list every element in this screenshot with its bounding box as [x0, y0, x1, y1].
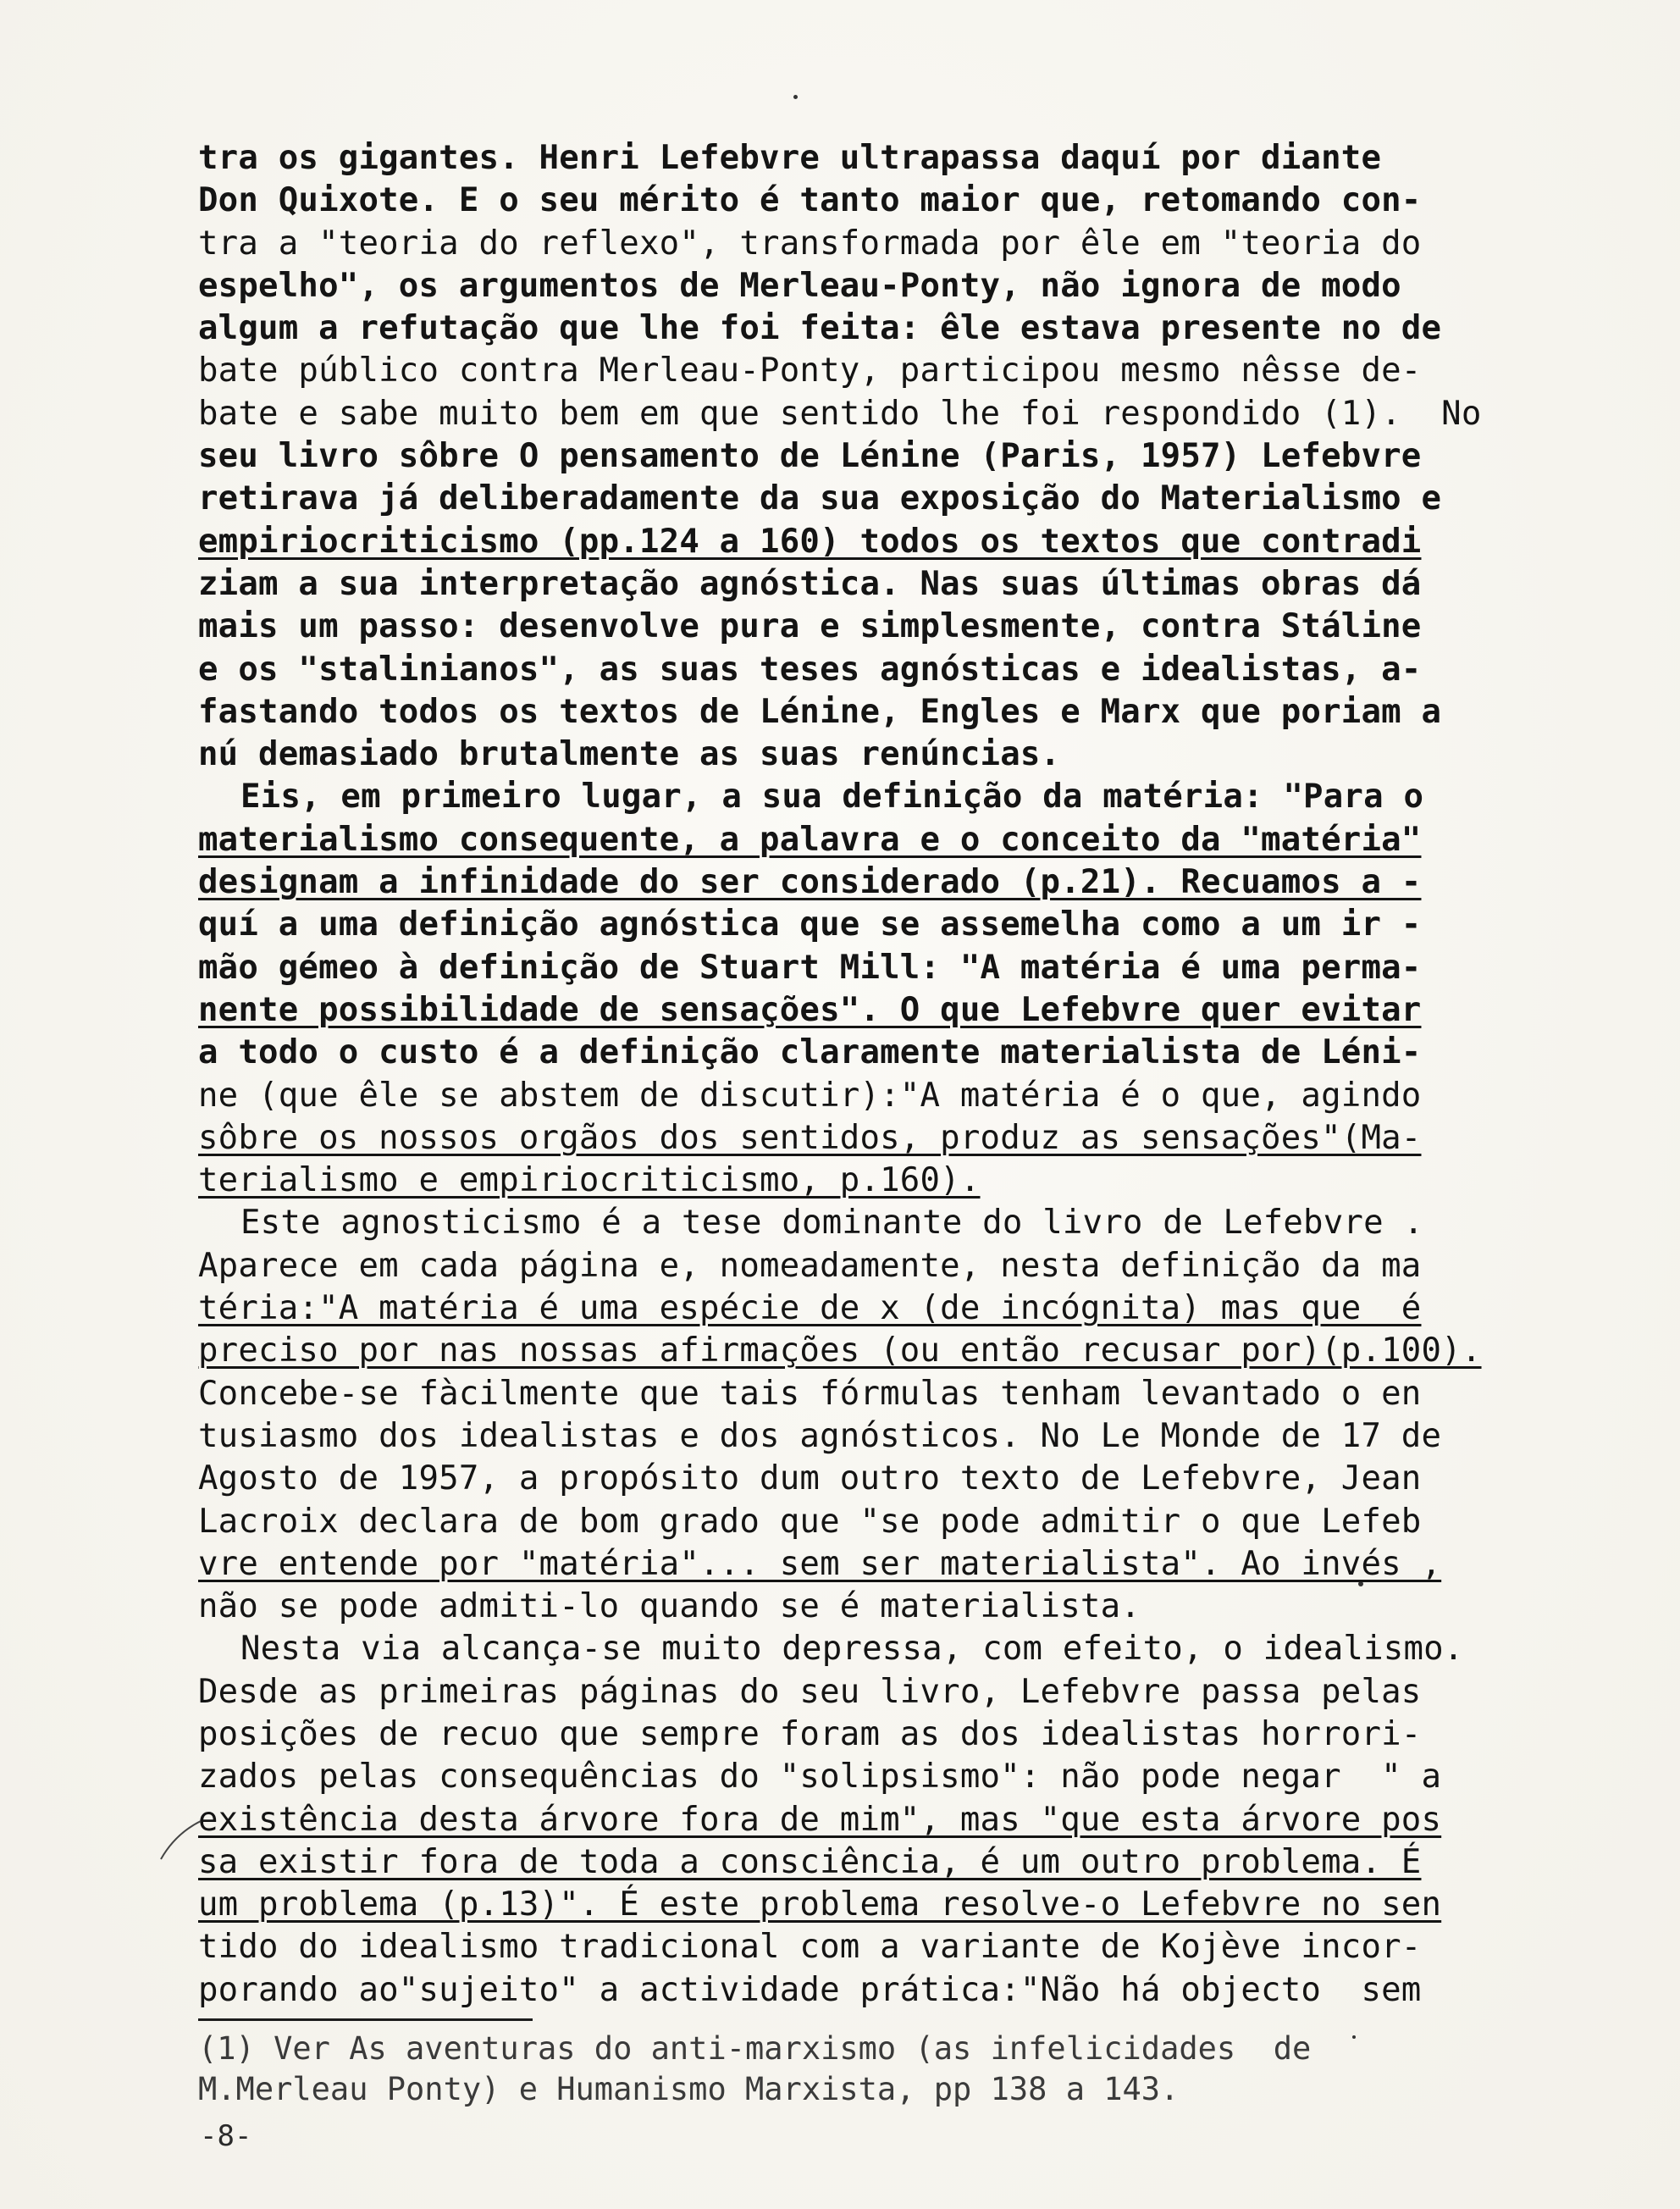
text-line: fastando todos os textos de Lénine, Engles e Marx que poriam a [198, 692, 1442, 731]
footnote-line: M.Merleau Ponty) e Humanismo Marxista, pp 138 a 143. [198, 2071, 1180, 2107]
text-line: ne (que êle se abstem de discutir):"A matéria é o que, agindo [198, 1076, 1422, 1115]
body-text [198, 137, 1570, 2012]
text-line: bate público contra Merleau-Ponty, participou mesmo nêsse de- [198, 352, 1422, 390]
text-line: um problema (p.13)". É este problema resolve-o Lefebvre no sen [198, 1885, 1442, 1924]
text-line: sôbre os nossos orgãos dos sentidos, produz as sensações"(Ma- [198, 1118, 1422, 1157]
text-line: Agosto de 1957, a propósito dum outro texto de Lefebvre, Jean [198, 1459, 1422, 1498]
text-line: designam a infinidade do ser considerado (p.21). Recuamos a - [198, 863, 1422, 902]
text-line: Este agnosticismo é a tese dominante do livro de Lefebvre . [240, 1204, 1424, 1243]
text-line: tusiasmo dos idealistas e dos agnósticos. No Le Monde de 17 de [198, 1416, 1442, 1455]
text-line: bate e sabe muito bem em que sentido lhe foi respondido (1). No [198, 394, 1482, 433]
text-line: algum a refutação que lhe foi feita: êle estava presente no de [198, 309, 1442, 348]
text-line: existência desta árvore fora de mim", mas "que esta árvore pos [198, 1800, 1442, 1839]
text-line: Eis, em primeiro lugar, a sua definição da matéria: "Para o [240, 778, 1424, 817]
text-line: zados pelas consequências do "solipsismo": não pode negar " a [198, 1758, 1442, 1797]
text-line: nente possibilidade de sensações". O que Lefebvre quer evitar [198, 990, 1422, 1029]
text-line: Desde as primeiras páginas do seu livro, Lefebvre passa pelas [198, 1672, 1422, 1711]
margin-pencil-mark [154, 1813, 205, 1863]
text-line: e os "stalinianos", as suas teses agnósticas e idealistas, a- [198, 650, 1422, 689]
text-line: terialismo e empiriocriticismo, p.160). [198, 1161, 981, 1200]
text-line: tra os gigantes. Henri Lefebvre ultrapassa daquí por diante [198, 139, 1382, 177]
text-line: Aparece em cada página e, nomeadamente, nesta definição da ma [198, 1246, 1422, 1285]
footnote-divider [198, 2018, 533, 2021]
text-line: sa existir fora de toda a consciência, é um outro problema. É [198, 1842, 1422, 1881]
text-line: posições de recuo que sempre foram as dos idealistas horrori- [198, 1714, 1422, 1753]
text-line: mão gémeo à definição de Stuart Mill: "A matéria é uma perma- [198, 948, 1422, 987]
text-line: preciso por nas nossas afirmações (ou então recusar por)(p.100). [198, 1331, 1482, 1370]
text-line: espelho", os argumentos de Merleau-Ponty, não ignora de modo [198, 266, 1401, 305]
text-line: tra a "teoria do reflexo", transformada por êle em "teoria do [198, 224, 1422, 263]
text-line: empiriocriticismo (pp.124 a 160) todos os textos que contradi [198, 522, 1422, 561]
page-number: -8- [200, 2119, 252, 2153]
text-line: téria:"A matéria é uma espécie de x (de incógnita) mas que é [198, 1289, 1422, 1328]
footnote-line: (1) Ver As aventuras do anti-marxismo (as infelicidades de [198, 2030, 1312, 2067]
footnote [198, 2029, 1570, 2110]
text-line: porando ao"sujeito" a actividade prática:"Não há objecto sem [198, 1970, 1422, 2009]
text-line: Concebe-se fàcilmente que tais fórmulas tenham levantado o en [198, 1374, 1422, 1413]
text-line: não se pode admiti-lo quando se é materialista. [198, 1587, 1141, 1626]
ink-speck [793, 95, 798, 99]
text-line: tido do idealismo tradicional com a variante de Kojève incor- [198, 1928, 1422, 1967]
text-line: a todo o custo é a definição claramente materialista de Léni- [198, 1033, 1422, 1072]
text-line: seu livro sôbre O pensamento de Lénine (Paris, 1957) Lefebvre [198, 437, 1422, 476]
text-line: nú demasiado brutalmente as suas renúncias. [198, 735, 1061, 774]
text-line: materialismo consequente, a palavra e o conceito da "matéria" [198, 820, 1422, 859]
text-line: retirava já deliberadamente da sua exposição do Materialismo e [198, 479, 1442, 518]
text-line: mais um passo: desenvolve pura e simplesmente, contra Stáline [198, 607, 1422, 646]
text-line: quí a uma definição agnóstica que se assemelha como a um ir - [198, 905, 1422, 944]
text-line: ziam a sua interpretação agnóstica. Nas suas últimas obras dá [198, 564, 1422, 603]
text-line: vre entende por "matéria"... sem ser materialista". Ao invés , [198, 1544, 1442, 1583]
text-line: Lacroix declara de bom grado que "se pode admitir o que Lefeb [198, 1502, 1422, 1541]
text-line: Nesta via alcança-se muito depressa, com efeito, o idealismo. [240, 1630, 1464, 1669]
text-line: Don Quixote. E o seu mérito é tanto maior que, retomando con- [198, 181, 1422, 220]
